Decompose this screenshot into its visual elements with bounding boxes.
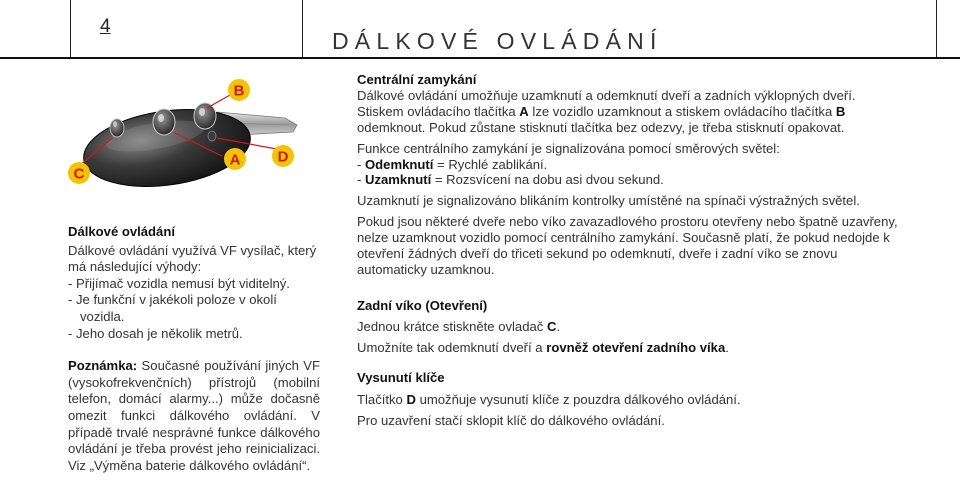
text-run: Jednou krátce stiskněte ovladač <box>357 318 547 334</box>
remote-heading: Dálkové ovládání <box>68 224 175 239</box>
label-a: A <box>229 151 241 169</box>
button-ref-c: C <box>546 318 557 334</box>
button-ref-b: B <box>835 103 846 119</box>
list-item: - Je funkční v jakékoli poloze v okolí vozidla. <box>68 292 277 324</box>
unlock-text: = Rychlé zablikání. <box>433 156 548 172</box>
remote-intro: Dálkové ovládání využívá VF vysílač, který má následující výhody: <box>68 242 317 275</box>
page-number: 4 <box>100 16 111 37</box>
unlock-item: - Odemknutí = Rychlé zablikání. <box>357 156 548 172</box>
lock-item: - Uzamknutí = Rozsvícení na dobu asi dvou sekund. <box>357 172 664 188</box>
unlock-label: Odemknutí <box>365 156 434 172</box>
label-b: B <box>233 82 245 100</box>
central-locking-heading: Centrální zamykání <box>357 72 477 87</box>
advantages-list <box>68 276 320 342</box>
central-locking-paragraph <box>357 88 905 136</box>
header <box>0 0 960 58</box>
label-a-badge <box>224 148 246 170</box>
header-divider-middle <box>302 0 303 57</box>
text-emphasis: rovněž otevření zadního víka <box>546 339 726 355</box>
button-ref-a: A <box>519 103 529 119</box>
text-run: Tlačítko <box>357 391 407 407</box>
key-heading: Vysunutí klíče <box>357 369 445 385</box>
header-divider-left <box>70 0 71 57</box>
trunk-paragraph-1 <box>357 319 905 335</box>
doors-open-paragraph: Pokud jsou některé dveře nebo víko zavazadlového prostoru otevřeny nebo špatně uzavřeny, nelze uzamknout vozidlo pomocí centrálního zamykání. Současně platí, že pokud nedojde k otevření žádných dveří do třiceti sekund po odemknutí, dveře i zadní víko se znovu automaticky uzamknou. <box>357 214 898 277</box>
trunk-paragraph-2 <box>357 340 905 356</box>
header-divider-right <box>936 0 937 57</box>
button-a <box>153 109 175 135</box>
text-run: umožňuje vysunutí klíče z pouzdra dálkového ovládání. <box>415 391 741 407</box>
list-item: - Jeho dosah je několik metrů. <box>68 325 243 341</box>
lock-signal-paragraph: Uzamknutí je signalizováno blikáním kontrolky umístěné na spínači výstražných světel. <box>357 193 860 209</box>
lock-label: Uzamknutí <box>365 172 432 188</box>
right-column <box>357 72 905 429</box>
header-rule <box>0 57 960 59</box>
left-column <box>68 224 320 474</box>
button-c <box>110 119 124 137</box>
text-run: lze vozidlo uzamknout a stiskem ovládacího tlačítka <box>528 103 836 119</box>
text-run: Dálkové ovládání umožňuje uzamknutí a odemknutí dveří a zadních výklopných dveří. Stiskem ovládacího tlačítka <box>357 87 856 119</box>
remote-control-illustration <box>67 78 307 216</box>
label-b-badge <box>228 79 250 101</box>
text-run: odemknout. Pokud zůstane stisknutí tlačítka bez odezvy, je třeba stisknutí opakovat. <box>357 119 845 135</box>
text-run: . <box>725 339 729 355</box>
key-paragraph-1 <box>357 392 905 408</box>
key-paragraph-2: Pro uzavření stačí sklopit klíč do dálkového ovládání. <box>357 413 665 429</box>
button-d <box>208 131 216 141</box>
note-text: Současné používání jiných VF (vysokofrekvenčních) přístrojů (mobilní telefon, domácí alarmy...) může dočasně omezit funkci dálkového ovládání. V případě trvalé nesprávné funkce dálkového ovládání je třeba provést jeho reinicializaci. Viz „Výměna baterie dálkového ovládání“. <box>68 358 320 473</box>
text-run: Umožníte tak odemknutí dveří a <box>357 339 547 355</box>
trunk-heading: Zadní víko (Otevření) <box>357 297 488 313</box>
text-run: . <box>556 318 561 334</box>
note-paragraph <box>68 358 320 474</box>
page-title: DÁLKOVÉ OVLÁDÁNÍ <box>332 28 663 55</box>
note-label: Poznámka: <box>68 358 138 374</box>
lock-text: = Rozsvícení na dobu asi dvou sekund. <box>431 172 664 188</box>
label-d-badge <box>272 145 294 167</box>
signal-intro: Funkce centrálního zamykání je signalizována pomocí směrových světel: <box>357 140 780 156</box>
label-d: D <box>277 148 289 166</box>
list-item: - Přijímač vozidla nemusí být viditelný. <box>68 275 290 291</box>
label-c-badge <box>68 162 90 184</box>
label-c: C <box>73 165 85 183</box>
button-b <box>194 103 216 129</box>
button-ref-d: D <box>406 391 416 407</box>
